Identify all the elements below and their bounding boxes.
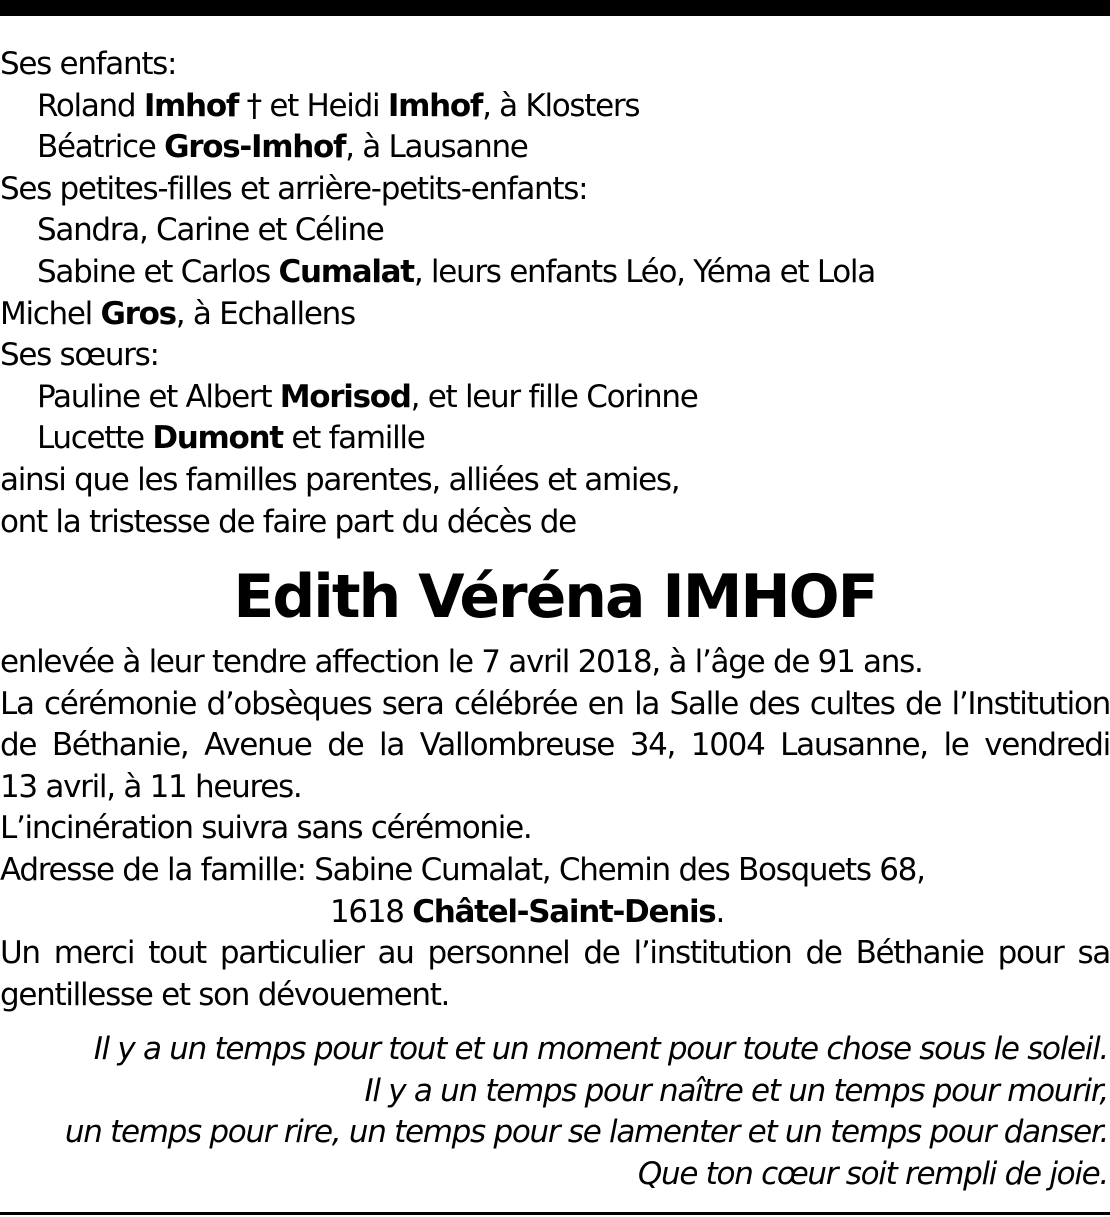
details-block	[0, 642, 1110, 1016]
closing-quote	[0, 1029, 1108, 1195]
bottom-rule	[0, 1212, 1110, 1215]
deceased-name: Edith Véréna IMHOF	[233, 562, 877, 632]
quote-line: un temps pour rire, un temps pour se lamenter et un temps pour danser.	[64, 1114, 1108, 1151]
sister-line: Pauline et Albert Morisod, et leur fille Corinne	[37, 378, 698, 415]
closing-line-1: ainsi que les familles parentes, alliées et amies,	[0, 461, 680, 498]
children-label: Ses enfants:	[0, 46, 177, 82]
cremation-line: L’incinération suivra sans cérémonie.	[0, 810, 532, 847]
thanks-line: gentillesse et son dévouement.	[0, 976, 450, 1013]
family-list	[0, 44, 1110, 543]
sister-line: Lucette Dumont et famille	[37, 420, 425, 457]
ceremony-line: de Béthanie, Avenue de la Vallombreuse 34, 1004 Lausanne, le vendredi	[0, 727, 1110, 764]
sisters-label: Ses sœurs:	[0, 337, 159, 374]
death-line: enlevée à leur tendre affection le 7 avril 2018, à l’âge de 91 ans.	[0, 644, 923, 680]
thanks-line: Un merci tout particulier au personnel de l’institution de Béthanie pour sa	[0, 935, 1110, 972]
michel-line: Michel Gros, à Echallens	[0, 295, 355, 332]
ceremony-line: La cérémonie d’obsèques sera célébrée en la Salle des cultes de l’Institution	[0, 685, 1110, 722]
address-city-line: 1618 Châtel-Saint-Denis.	[330, 893, 725, 930]
child-roland: Roland Imhof † et Heidi Imhof, à Klosters	[37, 87, 640, 124]
quote-line: Il y a un temps pour naître et un temps pour mourir,	[364, 1072, 1108, 1109]
quote-line: Que ton cœur soit rempli de joie.	[637, 1155, 1108, 1192]
grandchild-line: Sandra, Carine et Céline	[37, 212, 384, 249]
grandchild-line: Sabine et Carlos Cumalat, leurs enfants Léo, Yéma et Lola	[37, 253, 875, 290]
quote-line: Il y a un temps pour tout et un moment pour toute chose sous le soleil.	[93, 1031, 1108, 1067]
address-line: Adresse de la famille: Sabine Cumalat, Chemin des Bosquets 68,	[0, 851, 925, 888]
ceremony-line: 13 avril, à 11 heures.	[0, 768, 302, 805]
closing-line-2: ont la tristesse de faire part du décès de	[0, 503, 576, 540]
top-rule	[0, 0, 1110, 16]
grandchildren-label: Ses petites-filles et arrière-petits-enfants:	[0, 170, 588, 207]
child-beatrice: Béatrice Gros-Imhof, à Lausanne	[37, 129, 528, 166]
